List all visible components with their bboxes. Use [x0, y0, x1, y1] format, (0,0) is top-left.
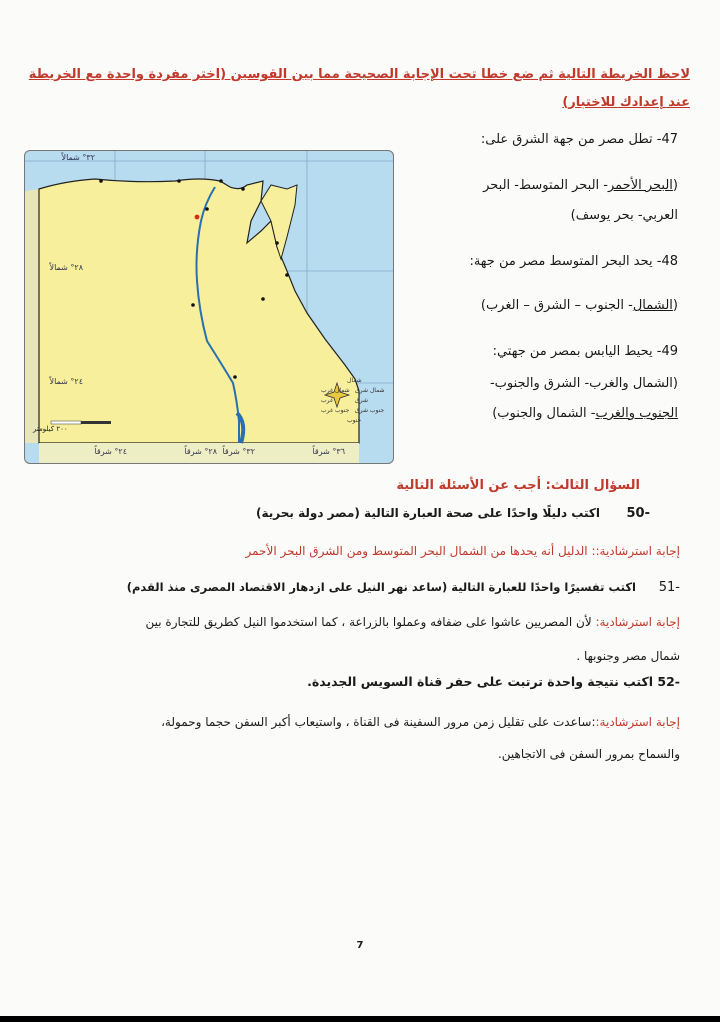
scale-bar	[51, 421, 111, 424]
q48-rest: - الجنوب – الشرق – الغرب)	[480, 298, 633, 313]
q47-paren: (	[672, 178, 678, 193]
q49-rest: - الشمال والجنوب)	[492, 406, 596, 421]
q49-options-line1: (الشمال والغرب- الشرق والجنوب-	[489, 376, 678, 391]
compass-n: شمال	[347, 377, 362, 384]
q49-answer: الجنوب والغرب	[595, 406, 678, 421]
compass-e: شرق	[355, 397, 368, 404]
q50-text: اكتب دليلًا واحدًا على صحة العبارة التالية (مصر دولة بحرية)	[256, 506, 600, 520]
q50-number: -50	[626, 506, 650, 521]
q52-text: -52 اكتب نتيجة واحدة ترتبت على حفر قناة السويس الجديدة.	[307, 674, 680, 689]
instruction-line-1: لاحظ الخريطة التالية ثم ضع خطا تحت الإجابة الصحيحة مما بين القوسين (اختر مفردة واحدة مع الخريطة	[28, 67, 690, 82]
lat-label-24: ٢٤° شمالاً	[49, 377, 83, 386]
q52-answer-line2: والسماح بمرور السفن فى الاتجاهين.	[497, 747, 680, 761]
compass-sw: جنوب غرب	[321, 407, 350, 414]
q48-paren: (	[672, 298, 678, 313]
lon-label-24: ٢٤° شرقاً	[94, 447, 127, 456]
q48-stem: 48- يحد البحر المتوسط مصر من جهة:	[469, 254, 678, 269]
q49-stem: 49- يحيط اليابس بمصر من جهتي:	[492, 344, 678, 359]
q52-answer-text: :ساعدت على تقليل زمن مرور السفينة فى القناة ، واستيعاب أكبر السفن حجما وحمولة،	[161, 715, 596, 729]
lon-label-32: ٣٢° شرقاً	[222, 447, 255, 456]
q51-answer-label: إجابة استرشادية:	[595, 615, 680, 629]
q48-answer: الشمال	[632, 298, 673, 313]
section3-title: السؤال الثالث: أجب عن الأسئلة التالية	[396, 478, 640, 493]
compass-ne: شمال شرق	[355, 387, 385, 394]
q52-answer-label: إجابة استرشادية:	[595, 715, 680, 729]
lon-label-36: ٣٦° شرقاً	[312, 447, 345, 456]
q51-text: اكتب تفسيرًا واحدًا للعبارة التالية (ساعد نهر النيل على ازدهار الاقتصاد المصرى منذ القدم)	[126, 580, 636, 594]
q47-options-line2: العربي- بحر يوسف)	[570, 208, 678, 223]
egypt-map	[24, 150, 394, 464]
compass-se: جنوب شرق	[355, 407, 385, 414]
q47-rest: - البحر المتوسط- البحر	[483, 178, 608, 193]
lat-label-32: ٣٢° شمالاً	[61, 153, 95, 162]
q50-answer: إجابة استرشادية:: الدليل أنه يحدها من الشمال البحر المتوسط ومن الشرق البحر الأحمر	[245, 544, 680, 558]
q47-stem: 47- تطل مصر من جهة الشرق على:	[480, 132, 678, 147]
page-number: 7	[356, 940, 364, 951]
q47-options-line1	[408, 176, 678, 196]
q51-answer-text: لأن المصريين عاشوا على ضفافه وعملوا بالزراعة ، كما استخدموا النيل كطريق للتجارة بين	[145, 615, 596, 629]
scale-label: ٢٠٠ كيلومتر	[33, 425, 68, 433]
q48-options	[408, 296, 678, 316]
compass-w: غرب	[321, 397, 334, 404]
lat-label-28: ٢٨° شمالاً	[49, 263, 83, 272]
q51-answer	[60, 612, 680, 632]
q51-number: -51	[658, 580, 680, 595]
q52-answer	[60, 712, 680, 732]
compass-nw: شمال غرب	[321, 387, 350, 394]
q47-answer: البحر الأحمر	[607, 178, 673, 193]
lon-label-28: ٢٨° شرقاً	[184, 447, 217, 456]
q51-answer-line2: شمال مصر وجنوبها .	[576, 649, 680, 663]
map-svg	[25, 151, 393, 463]
bottom-bar	[0, 1016, 720, 1022]
compass-s: جنوب	[347, 417, 362, 424]
instruction-line-2: عند إعدادك للاختبار)	[562, 95, 690, 110]
q49-options-line2	[398, 404, 678, 424]
